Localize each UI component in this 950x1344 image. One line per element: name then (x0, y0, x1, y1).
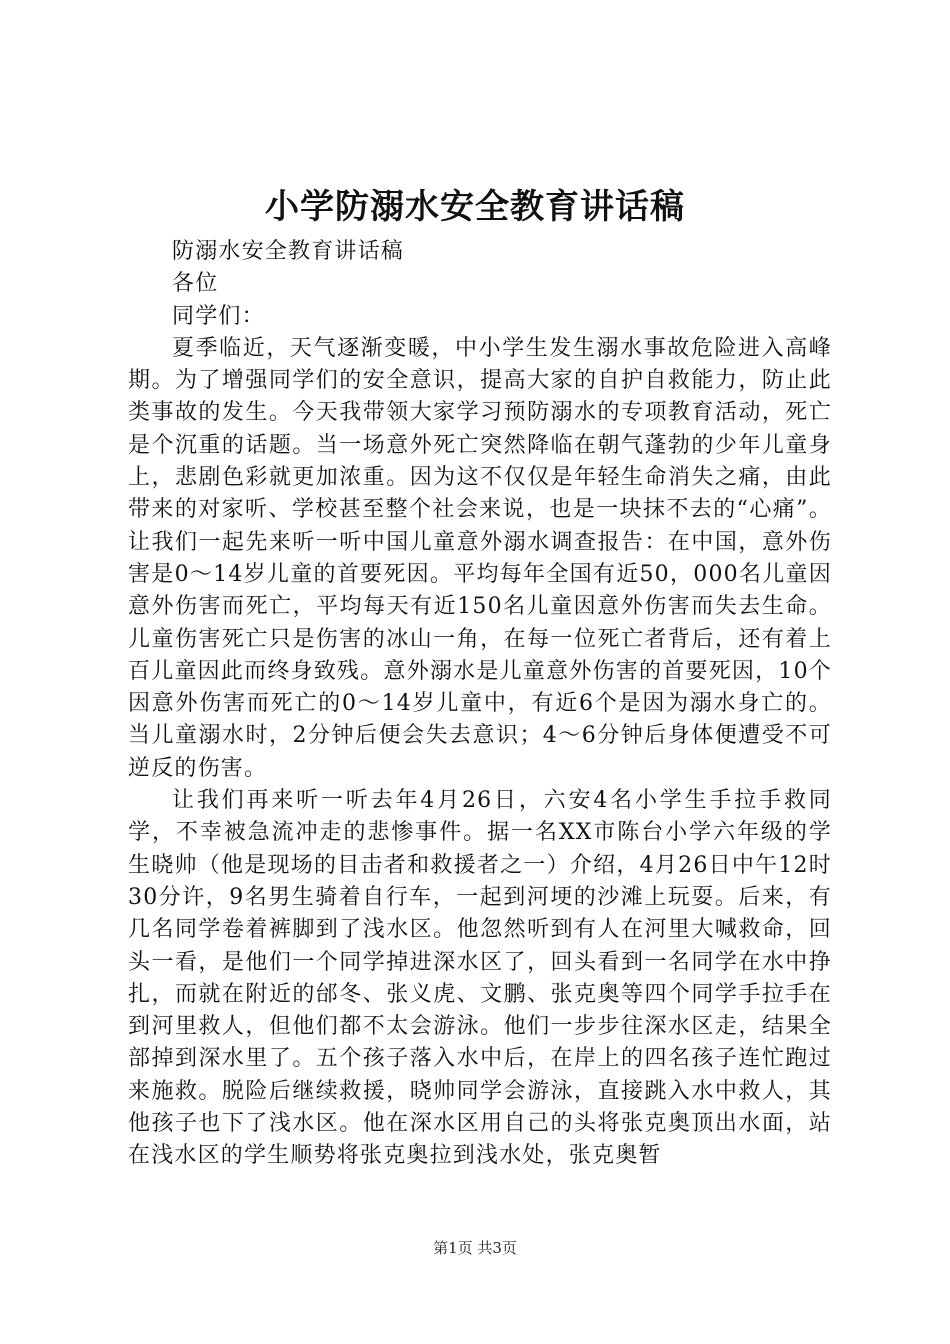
salutation-line-1: 各位 (172, 271, 219, 297)
salutation-line-2: 同学们： (172, 303, 265, 329)
page-footer: 第1页 共3页 (433, 1239, 517, 1257)
document-body (128, 236, 832, 1173)
body-paragraph: 夏季临近，天气逐渐变暖，中小学生发生溺水事故危险进入高峰期。为了增强同学们的安全意识，提高大家的自护自救能力，防止此类事故的发生。今天我带领大家学习预防溺水的专项教育活动，死亡是个沉重的话题。当一场意外死亡突然降临在朝气蓬勃的少年儿童身上，悲剧色彩就更加浓重。因为这不仅仅是年轻生命消失之痛，由此带来的对家听、学校甚至整个社会来说，也是一块抹不去的“心痛”。让我们一起先来听一听中国儿童意外溺水调查报告：在中国，意外伤害是0～14岁儿童的首要死因。平均每年全国有近50，000名儿童因意外伤害而死亡，平均每天有近150名儿童因意外伤害而失去生命。儿童伤害死亡只是伤害的冰山一角，在每一位死亡者背后，还有着上百儿童因此而终身致残。意外溺水是儿童意外伤害的首要死因，10个因意外伤害而死亡的0～14岁儿童中，有近6个是因为溺水身亡的。当儿童溺水时，2分钟后便会失去意识；4～6分钟后身体便遭受不可逆反的伤害。 (128, 335, 832, 781)
document-title: 小学防溺水安全教育讲话稿 (265, 187, 685, 227)
subtitle-paragraph: 防溺水安全教育讲话稿 (172, 239, 405, 264)
body-paragraph: 让我们再来听一听去年4月26日，六安4名小学生手拉手救同学，不幸被急流冲走的悲惨事件。据一名XX市陈台小学六年级的学生晓帅（他是现场的目击者和救援者之一）介绍，4月26日中午12时30分许，9名男生骑着自行车，一起到河埂的沙滩上玩耍。后来，有几名同学卷着裤脚到了浅水区。他忽然听到有人在河里大喊救命，回头一看，是他们一个同学掉进深水区了，回头看到一名同学在水中挣扎，而就在附近的邰冬、张义虎、文鹏、张克奥等四个同学手拉手在到河里救人，但他们都不太会游泳。他们一步步往深水区走，结果全部掉到深水里了。五个孩子落入水中后，在岸上的四名孩子连忙跑过来施救。脱险后继续救援，晓帅同学会游泳，直接跳入水中救人，其他孩子也下了浅水区。他在深水区用自己的头将张克奥顶出水面，站在浅水区的学生顺势将张克奥拉到浅水处，张克奥暂 (128, 788, 832, 1169)
